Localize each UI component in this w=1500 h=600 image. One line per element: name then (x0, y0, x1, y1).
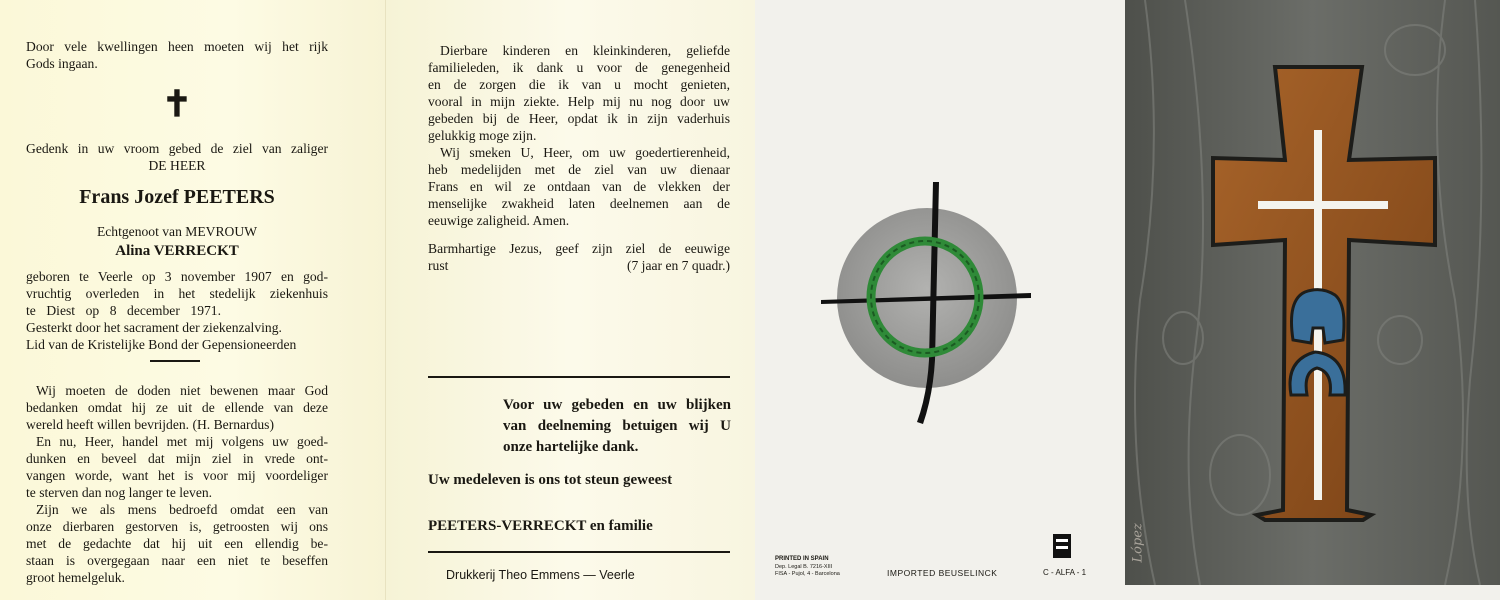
artist-signature: López (1130, 523, 1146, 563)
bio-line: te Diest op 8 december 1971. (26, 303, 221, 318)
card-code: C - ALFA - 1 (1043, 568, 1087, 577)
family-prayer-line: gebeden bij de Heer, opdat ik in zijn vaderhuis (428, 111, 730, 126)
legal-deposit: Dep. Legal B. 7216-XIII (775, 564, 833, 570)
comfort-line: met de gedachte dat hij uit een ellendig be- (26, 536, 328, 551)
spouse-name: Alina VERRECKT (115, 243, 239, 259)
card-bottom-margin (1125, 585, 1500, 600)
prayer-line: vangen worde, want het is voor mij voordeliger (26, 468, 328, 483)
holy-card-front (1125, 0, 1500, 600)
obituary-front-panel (0, 0, 385, 600)
quote-line: wereld heeft willen bevrijden. (H. Bernardus) (26, 417, 274, 432)
remember-line: Gedenk in uw vroom gebed de ziel van zaliger (26, 141, 328, 156)
importer: IMPORTED BEUSELINCK (887, 568, 998, 578)
cross-white-horizontal (1258, 201, 1388, 209)
spouse-intro: Echtgenoot van MEVROUW (96, 224, 258, 239)
mercy-prayer-line: eeuwige zaligheid. Amen. (428, 213, 570, 228)
divider (428, 551, 730, 553)
obituary-inner-panel (385, 0, 755, 600)
family-prayer-line: familieleden, ik dank u voor de genegenheid (428, 60, 730, 75)
closing-prayer-word: rust (428, 258, 449, 273)
publisher-logo-icon (1053, 534, 1071, 558)
cross-icon: ✝ (161, 84, 193, 124)
indulgence-note: (7 jaar en 7 quadr.) (626, 258, 730, 273)
family-prayer-line: gelukkig moge zijn. (428, 128, 537, 143)
family-signature: PEETERS-VERRECKT en familie (428, 518, 653, 534)
title-de-heer: DE HEER (148, 158, 206, 173)
closing-prayer-line: Barmhartige Jezus, geef zijn ziel de eeuwige (428, 241, 730, 256)
family-prayer-line: Dierbare kinderen en kleinkinderen, geliefde (440, 43, 730, 58)
comfort-line: staan is overgegaan naar een niet te beseffen (26, 553, 328, 568)
bio-sacrament: Gesterkt door het sacrament der ziekenzalving. (26, 320, 282, 335)
quote-line: Wij moeten de doden niet bewenen maar God (36, 383, 328, 398)
comfort-line: Zijn we als mens bedroefd omdat een van (36, 502, 328, 517)
cross-wreath-emblem (755, 0, 1125, 600)
family-prayer-line: en de zorgen die ik van u mocht genieten, (428, 77, 730, 92)
deceased-name: Frans Jozef PEETERS (79, 186, 275, 208)
divider (150, 360, 200, 362)
thanks-line: Voor uw gebeden en uw blijken (503, 397, 731, 413)
support-line: Uw medeleven is ons tot steun geweest (428, 472, 673, 488)
prayer-line: te sterven dan nog langer te leven. (26, 485, 213, 500)
bio-line: vruchtig overleden in het stedelijk ziekenhuis (26, 286, 328, 301)
comfort-line: groot hemelgeluk. (26, 570, 125, 585)
prayer-line: En nu, Heer, handel met mij volgens uw goed- (36, 434, 328, 449)
mercy-prayer-line: Frans en wil ze ontdaan van de vlekken der (428, 179, 730, 194)
publisher-address: FISA - Pujol, 4 - Barcelona (775, 571, 840, 577)
alpha-omega-cross-painting (1125, 0, 1500, 600)
mercy-prayer-line: Wij smeken U, Heer, om uw goedertierenheid, (440, 145, 730, 160)
family-prayer-line: vooral in mijn ziekte. Help mij nu nog door uw (428, 94, 730, 109)
bio-line: geboren te Veerle op 3 november 1907 en god- (26, 269, 328, 284)
quote-line: bedanken omdat hij ze uit de ellende van deze (26, 400, 328, 415)
printer-credit: Drukkerij Theo Emmens — Veerle (446, 568, 635, 582)
holy-card-back (755, 0, 1125, 600)
bio-membership: Lid van de Kristelijke Bond der Gepensioneerden (26, 337, 297, 352)
thanks-line: onze hartelijke dank. (503, 439, 639, 455)
prayer-line: dunken en beveel dat mijn ziel in vrede ont- (26, 451, 328, 466)
divider (428, 376, 730, 378)
printed-in: PRINTED IN SPAIN (775, 556, 829, 562)
mercy-prayer-line: menselijke zwakheid laten deelnemen aan de (428, 196, 730, 211)
intro-line-1: Door vele kwellingen heen moeten wij het rijk (26, 39, 328, 54)
thanks-line: van deelneming betuigen wij U (503, 418, 731, 434)
mercy-prayer-line: heb medelijden met de ziel van uw dienaar (428, 162, 730, 177)
comfort-line: onze dierbaren gestorven is, getroosten wij ons (26, 519, 328, 534)
intro-line-2: Gods ingaan. (26, 56, 98, 71)
